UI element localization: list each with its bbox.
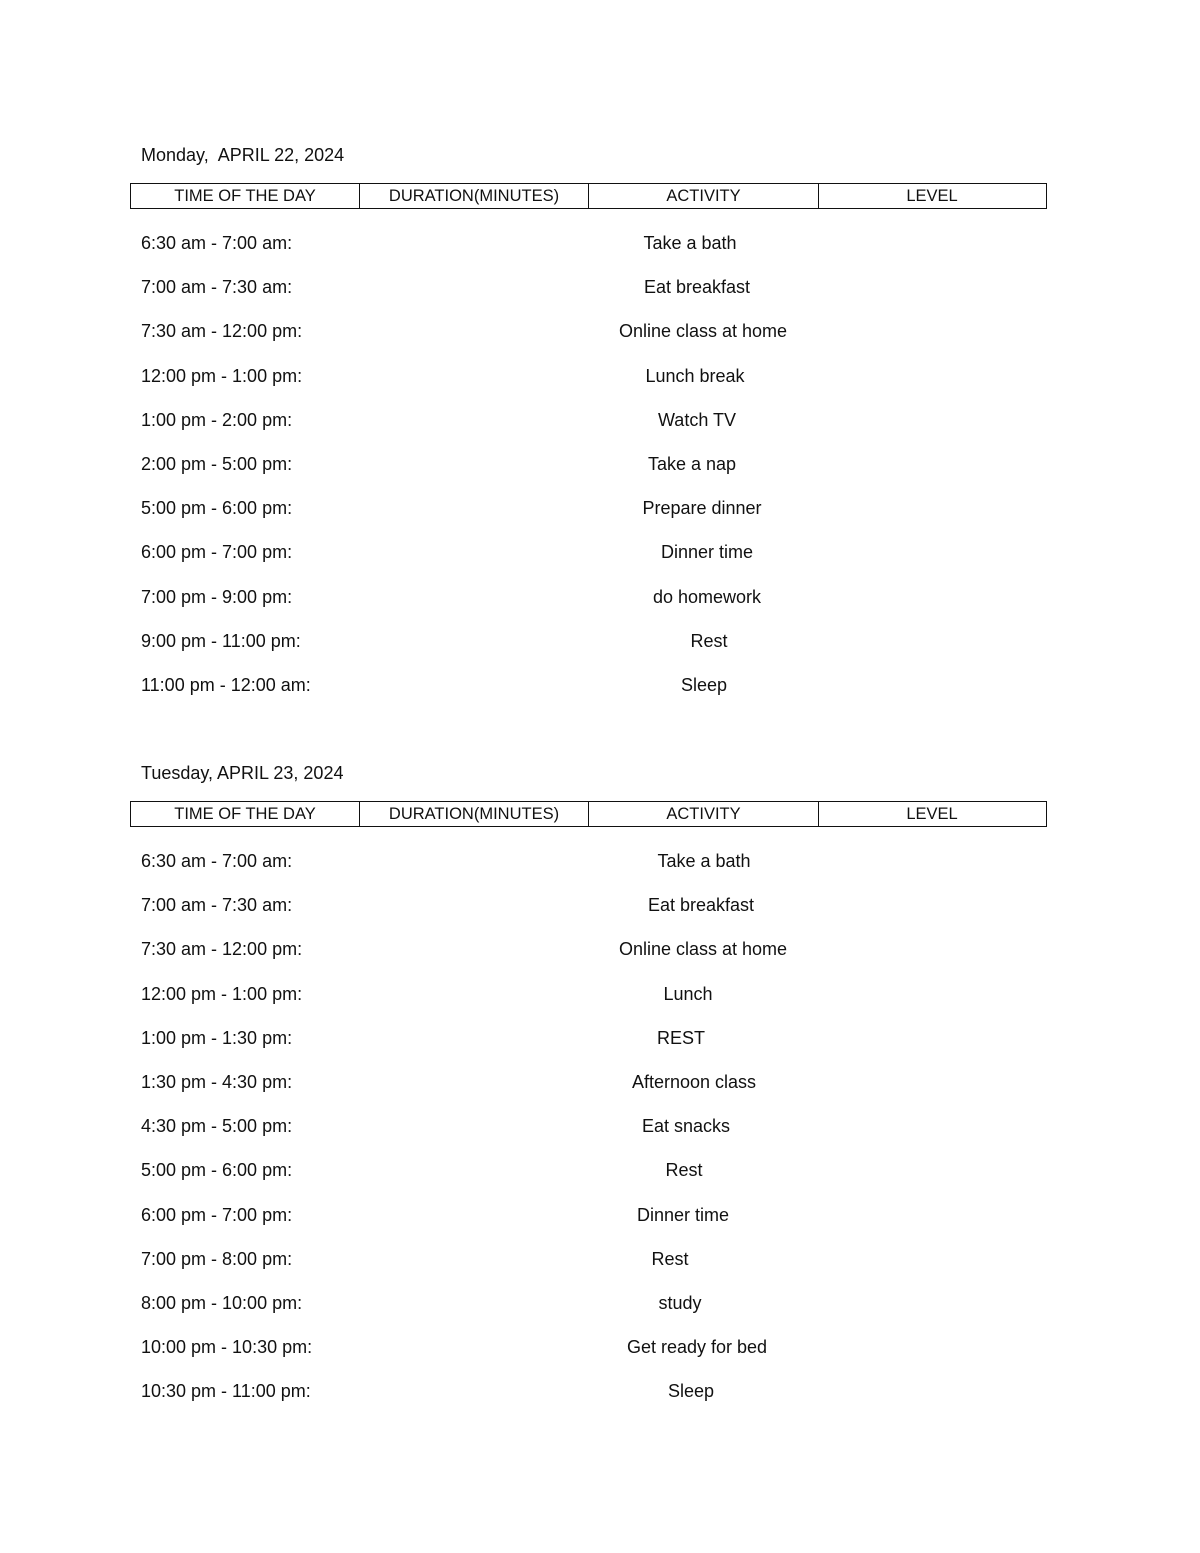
time-range: 12:00 pm - 1:00 pm: — [141, 983, 303, 1004]
activity-text: Eat breakfast — [647, 895, 755, 916]
time-range: 10:30 pm - 11:00 pm: — [141, 1381, 311, 1402]
table-row — [0, 454, 1200, 484]
header-level: LEVEL — [906, 186, 958, 205]
table-row — [0, 631, 1200, 661]
time-range: 7:00 am - 7:30 am: — [141, 895, 293, 916]
table-row — [0, 233, 1200, 263]
header-time-of-day: TIME OF THE DAY — [131, 184, 360, 208]
time-range: 6:30 am - 7:00 am: — [141, 851, 293, 871]
time-range: 10:00 pm - 10:30 pm: — [141, 1337, 313, 1358]
table-row — [0, 1337, 1200, 1367]
activity-text: Afternoon class — [631, 1072, 757, 1092]
activity-text: Get ready for bed — [626, 1337, 768, 1358]
day-title-monday: Monday, APRIL 22, 2024 — [141, 145, 345, 165]
activity-text: Rest — [651, 1248, 689, 1269]
activity-text: Take a nap — [647, 454, 737, 474]
time-range: 11:00 pm - 12:00 am: — [141, 675, 311, 695]
table-row — [0, 1072, 1200, 1102]
time-range: 6:00 pm - 7:00 pm: — [141, 1204, 293, 1225]
table-row — [0, 498, 1200, 528]
table-row — [0, 1160, 1200, 1190]
table-row — [0, 542, 1200, 572]
activity-text: REST — [656, 1027, 706, 1048]
time-range: 7:00 am - 7:30 am: — [141, 277, 293, 298]
table-row — [0, 366, 1200, 396]
activity-text: Rest — [690, 630, 728, 651]
activity-text: Lunch — [663, 983, 713, 1004]
table-row — [0, 675, 1200, 705]
table-row — [0, 1381, 1200, 1411]
header-level: LEVEL — [906, 804, 958, 823]
table-row — [0, 587, 1200, 617]
activity-text: study — [658, 1293, 702, 1313]
time-range: 1:30 pm - 4:30 pm: — [141, 1072, 293, 1092]
day-title-tuesday: Tuesday, APRIL 23, 2024 — [141, 763, 344, 783]
activity-text: Sleep — [667, 1381, 715, 1402]
table-row — [0, 851, 1200, 881]
table-row — [0, 1293, 1200, 1323]
activity-text: Dinner time — [660, 542, 754, 563]
table-header-tuesday — [130, 801, 1047, 827]
time-range: 12:00 pm - 1:00 pm: — [141, 365, 303, 386]
activity-text: Online class at home — [618, 939, 788, 960]
table-header-monday — [130, 183, 1047, 209]
header-duration: DURATION(MINUTES) — [360, 184, 589, 208]
table-row — [0, 984, 1200, 1014]
time-range: 7:30 am - 12:00 pm: — [141, 321, 303, 342]
activity-text: Take a bath — [643, 233, 737, 253]
time-range: 6:30 am - 7:00 am: — [141, 233, 293, 253]
time-range: 7:30 am - 12:00 pm: — [141, 939, 303, 960]
activity-text: Take a bath — [657, 851, 751, 871]
time-range: 7:00 pm - 9:00 pm: — [141, 586, 293, 607]
time-range: 5:00 pm - 6:00 pm: — [141, 498, 293, 519]
header-activity: ACTIVITY — [589, 802, 819, 826]
activity-text: Sleep — [680, 675, 728, 695]
activity-text: Eat breakfast — [643, 277, 751, 298]
activity-text: Watch TV — [657, 409, 737, 430]
header-activity: ACTIVITY — [589, 184, 819, 208]
time-range: 1:00 pm - 1:30 pm: — [141, 1027, 293, 1048]
table-row — [0, 1249, 1200, 1279]
table-row — [0, 1116, 1200, 1146]
time-range: 1:00 pm - 2:00 pm: — [141, 409, 293, 430]
header-duration: DURATION(MINUTES) — [360, 802, 589, 826]
table-row — [0, 1028, 1200, 1058]
time-range: 5:00 pm - 6:00 pm: — [141, 1160, 293, 1181]
time-range: 9:00 pm - 11:00 pm: — [141, 630, 301, 651]
table-row — [0, 895, 1200, 925]
time-range: 6:00 pm - 7:00 pm: — [141, 542, 293, 563]
activity-text: Online class at home — [618, 321, 788, 342]
activity-text: do homework — [652, 586, 762, 607]
table-row — [0, 1205, 1200, 1235]
time-range: 8:00 pm - 10:00 pm: — [141, 1293, 303, 1313]
time-range: 7:00 pm - 8:00 pm: — [141, 1248, 293, 1269]
activity-text: Rest — [665, 1160, 703, 1181]
activity-text: Lunch break — [645, 365, 745, 386]
table-row — [0, 277, 1200, 307]
time-range: 2:00 pm - 5:00 pm: — [141, 454, 293, 474]
activity-text: Prepare dinner — [642, 498, 762, 519]
table-row — [0, 939, 1200, 969]
table-row — [0, 410, 1200, 440]
header-time-of-day: TIME OF THE DAY — [131, 802, 360, 826]
time-range: 4:30 pm - 5:00 pm: — [141, 1116, 293, 1137]
table-row — [0, 321, 1200, 351]
activity-text: Dinner time — [636, 1204, 730, 1225]
activity-text: Eat snacks — [641, 1116, 731, 1137]
